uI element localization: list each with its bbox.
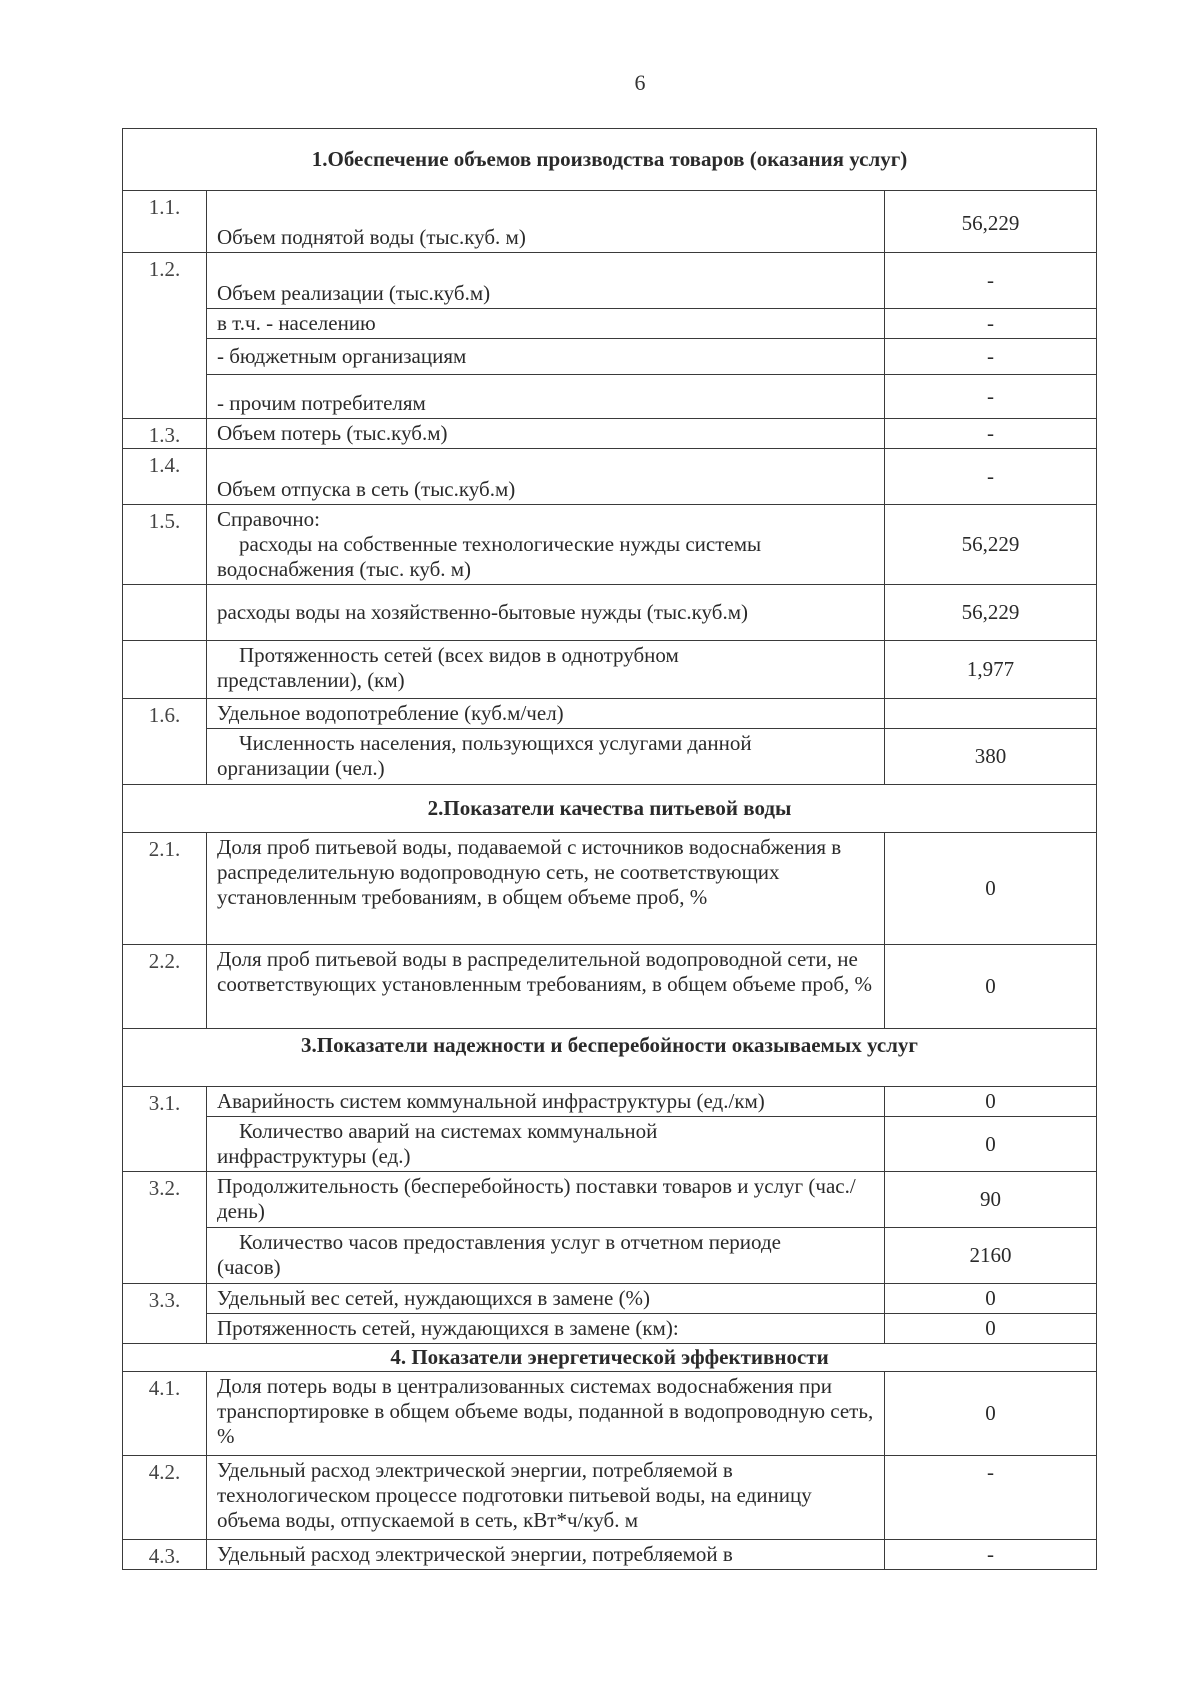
row-description: в т.ч. - населению <box>207 309 885 339</box>
row-description: Объем реализации (тыс.куб.м) <box>207 253 885 309</box>
row-value: - <box>885 339 1097 375</box>
description-line: Численность населения, пользующихся услугами данной <box>239 731 752 755</box>
row-value: - <box>885 309 1097 339</box>
row-description: Протяженность сетей, нуждающихся в замене (км): <box>207 1314 885 1344</box>
row-value: 0 <box>885 833 1097 945</box>
description-line: расходы на собственные технологические нужды системы <box>239 532 762 556</box>
section-title: 1.Обеспечение объемов производства товаров (оказания услуг) <box>123 129 1097 191</box>
description-line: Протяженность сетей (всех видов в однотрубном <box>239 643 679 667</box>
row-value: - <box>885 1456 1097 1540</box>
row-value: 380 <box>885 729 1097 785</box>
description-line: представлении), (км) <box>217 668 405 692</box>
row-value: 0 <box>885 1117 1097 1172</box>
row-number: 1.2. <box>123 253 207 419</box>
row-description: Удельный расход электрической энергии, потребляемой в <box>207 1540 885 1570</box>
row-value: - <box>885 253 1097 309</box>
row-value: - <box>885 1540 1097 1570</box>
row-value <box>885 699 1097 729</box>
row-number: 4.2. <box>123 1456 207 1540</box>
row-description: Доля проб питьевой воды, подаваемой с источников водоснабжения в распределительную водопроводную сеть, не соответствующих установленным требованиям, в общем объеме проб, % <box>207 833 885 945</box>
row-description <box>207 505 885 585</box>
description-line: инфраструктуры (ед.) <box>217 1144 411 1168</box>
row-description: Доля потерь воды в централизованных системах водоснабжения при транспортировке в общем объеме воды, поданной в водопроводную сеть, % <box>207 1372 885 1456</box>
row-description: - бюджетным организациям <box>207 339 885 375</box>
row-value: 2160 <box>885 1228 1097 1284</box>
row-number: 4.1. <box>123 1372 207 1456</box>
description-line: организации (чел.) <box>217 756 385 780</box>
section-title: 4. Показатели энергетической эффективности <box>123 1344 1097 1372</box>
row-value: 0 <box>885 1372 1097 1456</box>
row-value: 0 <box>885 1284 1097 1314</box>
row-description <box>207 1117 885 1172</box>
row-description: Продолжительность (бесперебойность) поставки товаров и услуг (час./день) <box>207 1172 885 1228</box>
row-number <box>123 641 207 699</box>
row-value: 56,229 <box>885 585 1097 641</box>
row-number: 2.1. <box>123 833 207 945</box>
row-description: Удельное водопотребление (куб.м/чел) <box>207 699 885 729</box>
row-number: 1.5. <box>123 505 207 585</box>
row-value: - <box>885 375 1097 419</box>
row-number: 3.3. <box>123 1284 207 1344</box>
row-description <box>207 641 885 699</box>
row-number: 1.4. <box>123 449 207 505</box>
row-description: Объем отпуска в сеть (тыс.куб.м) <box>207 449 885 505</box>
row-number: 3.2. <box>123 1172 207 1284</box>
row-value: 0 <box>885 1087 1097 1117</box>
row-description: - прочим потребителям <box>207 375 885 419</box>
row-description: Удельный вес сетей, нуждающихся в замене (%) <box>207 1284 885 1314</box>
description-heading: Справочно: <box>217 507 320 531</box>
row-description <box>207 1228 885 1284</box>
row-number: 2.2. <box>123 945 207 1029</box>
row-number: 4.3. <box>123 1540 207 1570</box>
row-number: 3.1. <box>123 1087 207 1172</box>
row-value: 1,977 <box>885 641 1097 699</box>
row-description <box>207 729 885 785</box>
section-title: 2.Показатели качества питьевой воды <box>123 785 1097 833</box>
description-line: водоснабжения (тыс. куб. м) <box>217 557 472 581</box>
page-number: 6 <box>634 70 646 95</box>
row-number: 1.6. <box>123 699 207 785</box>
row-value: 56,229 <box>885 505 1097 585</box>
row-value: - <box>885 419 1097 449</box>
section-title: 3.Показатели надежности и бесперебойности оказываемых услуг <box>123 1029 1097 1087</box>
row-value: 90 <box>885 1172 1097 1228</box>
row-number: 1.3. <box>123 419 207 449</box>
row-value: 0 <box>885 1314 1097 1344</box>
row-value: 56,229 <box>885 191 1097 253</box>
row-number <box>123 585 207 641</box>
row-value: - <box>885 449 1097 505</box>
description-line: (часов) <box>217 1255 281 1279</box>
description-line: Количество аварий на системах коммунальной <box>239 1119 658 1143</box>
indicators-table <box>122 128 1097 1570</box>
row-description: Объем поднятой воды (тыс.куб. м) <box>207 191 885 253</box>
row-number: 1.1. <box>123 191 207 253</box>
row-description: Доля проб питьевой воды в распределительной водопроводной сети, не соответствующих установленным требованиям, в общем объеме проб, % <box>207 945 885 1029</box>
row-description: Удельный расход электрической энергии, потребляемой в технологическом процессе подготовки питьевой воды, на единицу объема воды, отпускаемой в сеть, кВт*ч/куб. м <box>207 1456 885 1540</box>
description-line: Количество часов предоставления услуг в отчетном периоде <box>239 1230 781 1254</box>
row-description: Объем потерь (тыс.куб.м) <box>207 419 885 449</box>
row-description: расходы воды на хозяйственно-бытовые нужды (тыс.куб.м) <box>207 585 885 641</box>
row-value: 0 <box>885 945 1097 1029</box>
row-description: Аварийность систем коммунальной инфраструктуры (ед./км) <box>207 1087 885 1117</box>
